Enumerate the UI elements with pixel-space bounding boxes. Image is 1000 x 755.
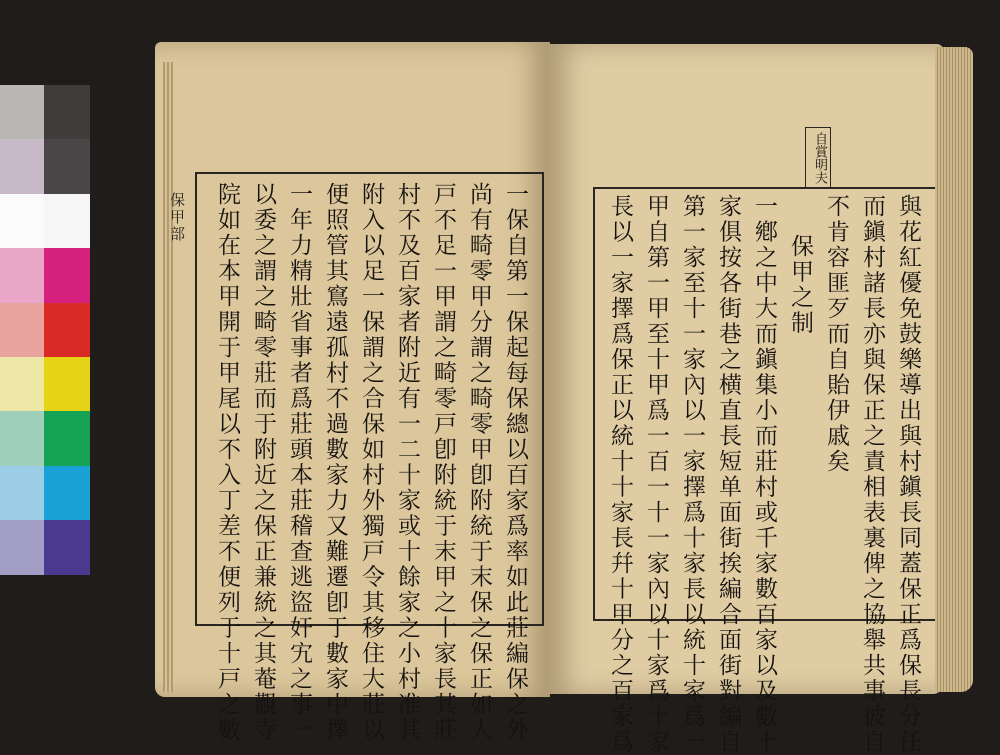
text-column: 不肯容匪歹而自貽伊戚矣 bbox=[823, 194, 849, 475]
color-patch bbox=[44, 194, 90, 248]
text-column: 長以一家擇爲保正以統十十家長幷十甲分之百家爲 bbox=[607, 194, 633, 755]
color-patch bbox=[44, 466, 90, 520]
color-patch bbox=[44, 520, 90, 574]
right-page bbox=[548, 44, 943, 755]
page-spine bbox=[163, 62, 173, 692]
left-margin-title: 保甲部 bbox=[168, 192, 186, 243]
text-column: 戸不足一甲謂之畸零戸卽附統于末甲之十家長其莊 bbox=[430, 182, 456, 743]
color-patch bbox=[44, 411, 90, 465]
text-column: 以委之謂之畸零莊而于附近之保正兼統之其菴觀寺 bbox=[250, 182, 276, 743]
header-box: 自賞明夫 bbox=[805, 127, 831, 189]
color-patch bbox=[0, 411, 44, 465]
text-column: 一鄕之中大而鎭集小而莊村或千家數百家以及數十 bbox=[751, 194, 777, 755]
color-patch bbox=[0, 357, 44, 411]
color-patch bbox=[44, 303, 90, 357]
color-patch bbox=[0, 85, 44, 139]
text-column: 尚有畸零甲分謂之畸零甲卽附統于末保之保正如人 bbox=[466, 182, 492, 743]
left-page bbox=[155, 42, 550, 743]
color-patch bbox=[44, 139, 90, 193]
text-column: 保甲之制 bbox=[787, 234, 813, 336]
color-patch bbox=[0, 194, 44, 248]
color-patch bbox=[0, 303, 44, 357]
color-patch bbox=[0, 248, 44, 302]
open-book bbox=[155, 32, 970, 755]
color-patch bbox=[44, 357, 90, 411]
text-column: 而鎭村諸長亦與保正之責相表裏俾之協舉共事彼自 bbox=[859, 194, 885, 755]
text-column: 村不及百家者附近有一二十家或十餘家之小村准其 bbox=[394, 182, 420, 743]
text-column: 第一家至十一家內以一家擇爲十家長以統十家爲一 bbox=[679, 194, 705, 755]
page-edges bbox=[935, 47, 973, 692]
text-column: 甲自第一甲至十甲爲一百一十一家內以十家爲十家 bbox=[643, 194, 669, 755]
text-column: 一年力精壯省事者爲莊頭本莊稽查逃盜奸宄之事一 bbox=[286, 182, 312, 743]
color-patch bbox=[44, 85, 90, 139]
color-calibration-chart bbox=[0, 85, 90, 575]
text-column: 與花紅優免鼓樂導出與村鎭長同蓋保正爲保長分任 bbox=[895, 194, 921, 755]
text-column: 一保自第一保起每保總以百家爲率如此莊編保之外 bbox=[502, 182, 528, 743]
color-patch bbox=[0, 139, 44, 193]
color-patch bbox=[0, 520, 44, 574]
text-column: 家俱按各街巷之横直長短单面街挨編合面街對編自 bbox=[715, 194, 741, 755]
text-column: 附入以足一保謂之合保如村外獨戸令其移住大莊以 bbox=[358, 182, 384, 743]
color-patch bbox=[0, 466, 44, 520]
text-column: 院如在本甲開于甲尾以不入丁差不便列于十戸之數 bbox=[214, 182, 240, 743]
text-column: 便照管其窵遠孤村不過數家力又難遷卽于數家中擇 bbox=[322, 182, 348, 743]
color-patch bbox=[44, 248, 90, 302]
